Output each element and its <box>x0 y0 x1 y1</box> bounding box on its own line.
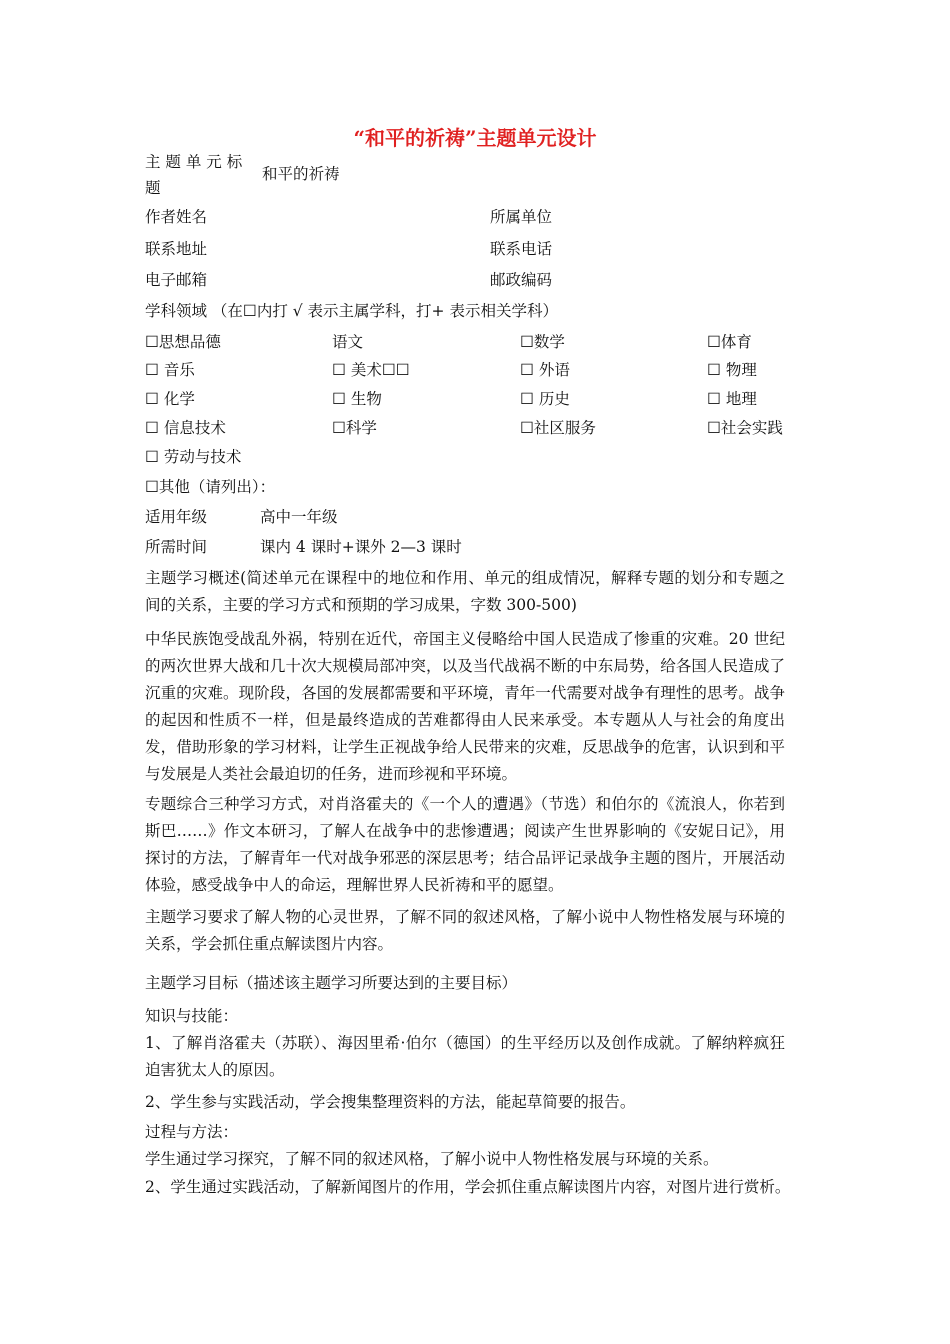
subject-extra-item: ☐ 劳动与技术 <box>145 448 242 466</box>
subject-area-label: 学科领域 （在☐内打 √ 表示主属学科，打+ 表示相关学科） <box>145 302 558 320</box>
overview-heading: 主题学习概述(简述单元在课程中的地位和作用、单元的组成情况，解释专题的划分和专题之间的关系，主要的学习方式和预期的学习成果，字数 300-500) <box>145 569 785 614</box>
goal-item: 2、学生通过实践活动，了解新闻图片的作用，学会抓住重点解读图片内容，对图片进行赏析。 <box>145 1178 791 1196</box>
subject-item: ☐社区服务 <box>520 419 596 437</box>
postcode-label: 邮政编码 <box>490 271 553 289</box>
subject-item: ☐数学 <box>520 333 565 351</box>
subject-item: 语文 <box>332 333 364 351</box>
overview-paragraph: 中华民族饱受战乱外祸，特别在近代，帝国主义侵略给中国人民造成了惨重的灾难。20 世纪的两次世界大战和几十次大规模局部冲突，以及当代战祸不断的中东局势，给各国人民造成了沉重的灾难。现阶段，各国的发展都需要和平环境，青年一代需要对战争有理性的思考。战争的起因和性质不一样，但是最终造成的苦难都得由人民来承受。本专题从人与社会的角度出发，借助形象的学习材料，让学生正视战争给人民带来的灾难，反思战争的危害，认识到和平与发展是人类社会最迫切的任务，进而珍视和平环境。 <box>145 630 785 783</box>
subject-item: ☐体育 <box>707 333 752 351</box>
phone-label: 联系电话 <box>490 240 553 258</box>
subject-item: ☐思想品德 <box>145 333 221 351</box>
subject-item: ☐ 地理 <box>707 390 757 408</box>
overview-paragraph: 主题学习要求了解人物的心灵世界，了解不同的叙述风格，了解小说中人物性格发展与环境的关系，学会抓住重点解读图片内容。 <box>145 908 785 953</box>
subject-item: ☐ 美术☐☐ <box>332 361 410 379</box>
time-value: 课内 4 课时+课外 2—3 课时 <box>260 538 462 556</box>
subject-item: ☐社会实践 <box>707 419 783 437</box>
unit-title-label-line2: 题 <box>145 179 161 197</box>
time-label: 所需时间 <box>145 538 208 556</box>
unit-title-label-line1: 主 题 单 元 标 <box>145 153 243 171</box>
subject-other-item: ☐其他（请列出）： <box>145 478 276 496</box>
subject-item: ☐ 音乐 <box>145 361 195 379</box>
email-label: 电子邮箱 <box>145 271 208 289</box>
subject-item: ☐ 生物 <box>332 390 382 408</box>
subject-item: ☐ 历史 <box>520 390 570 408</box>
goal-item: 2、学生参与实践活动，学会搜集整理资料的方法，能起草简要的报告。 <box>145 1093 636 1111</box>
org-label: 所属单位 <box>490 208 553 226</box>
subject-item: ☐ 化学 <box>145 390 195 408</box>
subject-item: ☐ 信息技术 <box>145 419 226 437</box>
author-label: 作者姓名 <box>145 208 208 226</box>
subject-item: ☐ 外语 <box>520 361 570 379</box>
grade-value: 高中一年级 <box>260 508 338 526</box>
document-title: “和平的祈祷”主题单元设计 <box>353 126 597 150</box>
address-label: 联系地址 <box>145 240 208 258</box>
overview-paragraph: 专题综合三种学习方式，对肖洛霍夫的《一个人的遭遇》（节选）和伯尔的《流浪人，你若到斯巴……》作文本研习，了解人在战争中的悲惨遭遇；阅读产生世界影响的《安妮日记》，用探讨的方法，了解青年一代对战争邪恶的深层思考；结合品评记录战争主题的图片，开展活动体验，感受战争中人的命运，理解世界人民祈祷和平的愿望。 <box>145 795 785 894</box>
unit-title-value: 和平的祈祷 <box>262 165 340 183</box>
goal-item: 学生通过学习探究，了解不同的叙述风格，了解小说中人物性格发展与环境的关系。 <box>145 1150 719 1168</box>
goal-item: 1、了解肖洛霍夫（苏联）、海因里希·伯尔（德国）的生平经历以及创作成就。了解纳粹疯狂迫害犹太人的原因。 <box>145 1034 785 1079</box>
goals-heading: 主题学习目标（描述该主题学习所要达到的主要目标） <box>145 974 518 992</box>
subject-item: ☐科学 <box>332 419 377 437</box>
process-heading: 过程与方法： <box>145 1123 239 1141</box>
subject-item: ☐ 物理 <box>707 361 757 379</box>
grade-label: 适用年级 <box>145 508 208 526</box>
knowledge-heading: 知识与技能： <box>145 1007 239 1025</box>
